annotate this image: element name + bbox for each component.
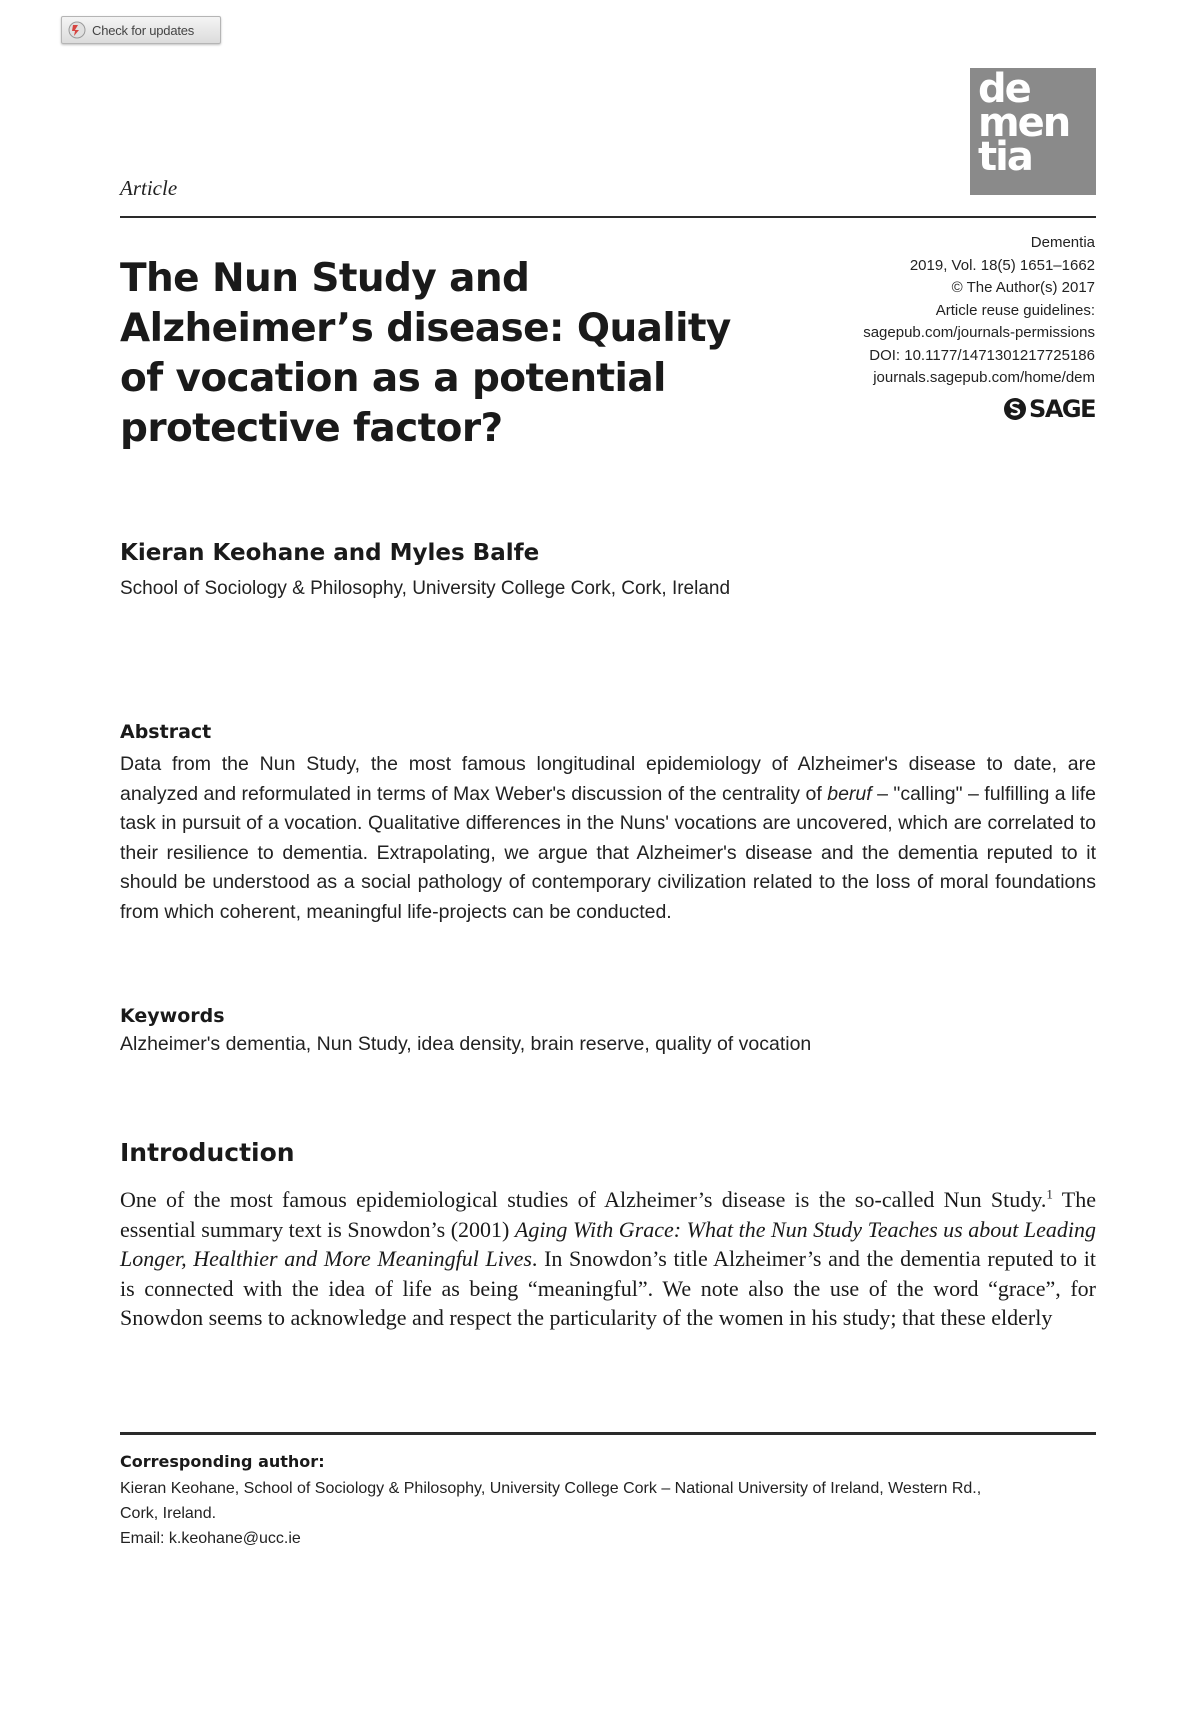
corresponding-address-line: Cork, Ireland.	[120, 1505, 217, 1522]
introduction-heading: Introduction	[120, 1138, 295, 1167]
abstract-text-part: – "calling" – fulfilling a life task in pursuit of a vocation. Qualitative differences in the Nuns' vocations are uncovered, which are correlated to their resilience to dementia. Extrapolating, we argue that Alzheimer's disease and the dementia reputed to it should be understood as a social pathology of contemporary civilization related to the loss of moral foundations from which coherent, meaningful life-projects can be conducted.	[120, 782, 1096, 923]
check-for-updates-label: Check for updates	[92, 22, 195, 38]
volume-info: 2019, Vol. 18(5) 1651–1662	[909, 256, 1095, 274]
footnote-divider	[120, 1432, 1096, 1435]
reuse-link[interactable]: sagepub.com/journals-permissions	[863, 324, 1095, 341]
update-icon	[68, 21, 86, 39]
journal-logo	[970, 68, 1096, 195]
header-divider	[120, 216, 1096, 218]
abstract-text	[120, 750, 1096, 927]
introduction-text	[120, 1185, 1096, 1333]
logo-line: de	[978, 66, 1030, 112]
check-for-updates-button[interactable]	[61, 16, 221, 44]
abstract-text-part: Data from the Nun Study, the most famous longitudinal epidemiology of Alzheimer's disease to date, are analyzed and reformulated in terms of Max Weber's discussion of the centrality of	[120, 753, 1096, 805]
keywords-heading: Keywords	[120, 1005, 225, 1027]
logo-line: men	[978, 100, 1070, 146]
footnote-marker[interactable]: 1	[1046, 1186, 1053, 1202]
doi[interactable]: DOI: 10.1177/1471301217725186	[869, 346, 1095, 364]
intro-text-part: One of the most famous epidemiological studies of Alzheimer’s disease is the so-called Nun Study.	[120, 1187, 1047, 1212]
sage-emblem-icon	[1003, 396, 1027, 422]
abstract-italic-term: beruf	[827, 782, 872, 805]
journal-homepage-link[interactable]: journals.sagepub.com/home/dem	[873, 369, 1095, 386]
journal-name: Dementia	[1030, 234, 1095, 251]
affiliation: School of Sociology & Philosophy, University College Cork, Cork, Ireland	[120, 578, 731, 599]
article-type: Article	[120, 176, 178, 200]
publisher-logo	[1003, 394, 1095, 424]
intro-text-part: . In Snowdon’s title Alzheimer’s and the dementia reputed to it is connected with the idea of life as being “meaningful”. We note also the use of the word “grace”, for Snowdon seems to acknowledge and respect the particularity of the women in his study; that these elderly	[120, 1246, 1096, 1331]
reuse-label: Article reuse guidelines:	[935, 301, 1095, 319]
copyright: © The Author(s) 2017	[951, 279, 1095, 296]
logo-line: tia	[978, 134, 1032, 180]
corresponding-email[interactable]: Email: k.keohane@ucc.ie	[120, 1530, 301, 1547]
keywords-list: Alzheimer's dementia, Nun Study, idea density, brain reserve, quality of vocation	[120, 1033, 812, 1055]
book-title: Aging With Grace: What the Nun Study Teaches us about Leading Longer, Healthier and More Meaningful Lives	[120, 1216, 1096, 1272]
article-title: The Nun Study and Alzheimer’s disease: Quality of vocation as a potential protective factor?	[120, 256, 731, 451]
abstract-heading: Abstract	[120, 721, 212, 743]
authors: Kieran Keohane and Myles Balfe	[120, 540, 540, 566]
corresponding-author-heading: Corresponding author:	[120, 1452, 325, 1471]
publisher-name: SAGE	[1029, 395, 1095, 423]
corresponding-author-details	[120, 1476, 1096, 1551]
corresponding-address-line: Kieran Keohane, School of Sociology & Philosophy, University College Cork – National University of Ireland, Western Rd.,	[120, 1480, 982, 1497]
intro-text-part: The essential summary text is Snowdon’s (2001)	[120, 1187, 1096, 1242]
publication-meta	[863, 232, 1095, 390]
